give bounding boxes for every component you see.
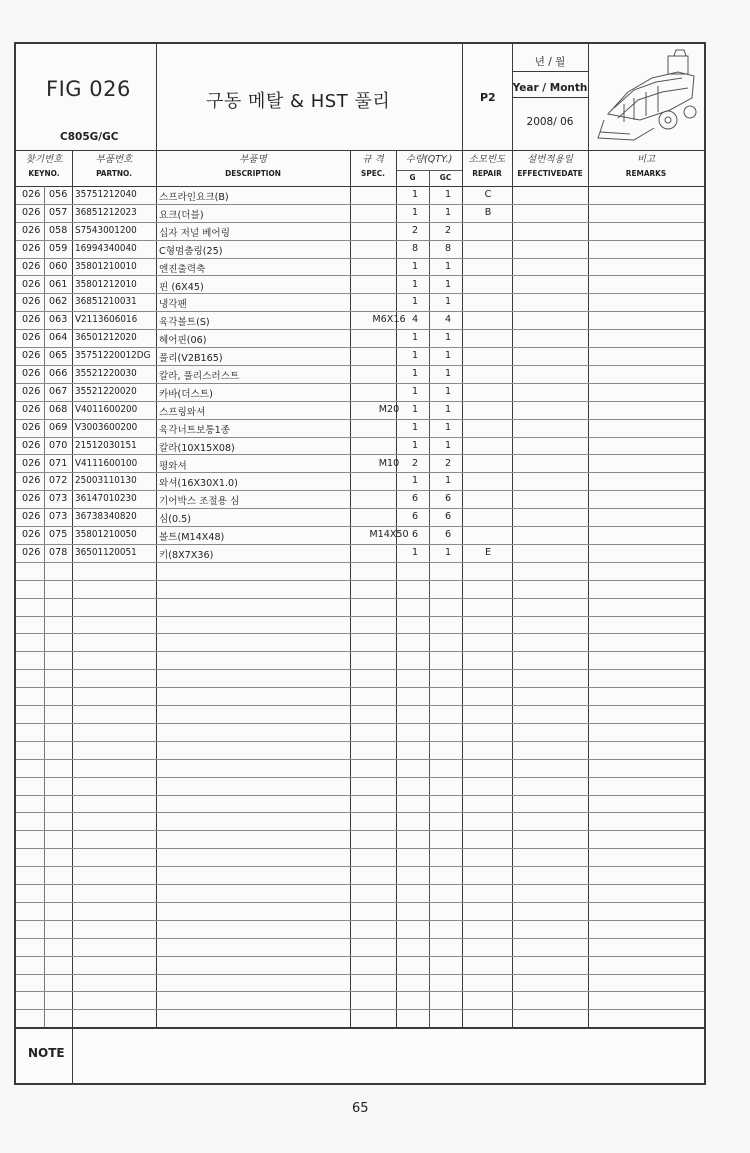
part-number: 21512030151 [75, 439, 137, 451]
empty-row [16, 687, 704, 706]
part-description: 키(8X7X36) [159, 550, 214, 561]
part-number: 36851212023 [75, 206, 137, 218]
combine-harvester-illustration [594, 48, 702, 144]
qty-g: 2 [411, 457, 419, 469]
part-description: 와셔(16X30X1.0) [159, 478, 238, 490]
qty-gc: 1 [444, 332, 452, 344]
qty-gc: 1 [444, 421, 452, 433]
keyno-group: 026 [22, 493, 41, 505]
keyno-group: 026 [22, 457, 41, 469]
table-row [16, 401, 704, 420]
part-number: 16994340040 [75, 242, 137, 254]
col-keyno-header: 찾기번호 KEYNO. [25, 154, 63, 178]
part-number: V4111600100 [75, 457, 138, 469]
keyno-group: 026 [22, 206, 41, 218]
keyno-group: 026 [22, 511, 41, 523]
empty-row [16, 1009, 704, 1028]
keyno-item: 065 [49, 350, 68, 362]
table-row [16, 311, 704, 330]
part-number: 25003110130 [75, 475, 137, 487]
empty-row [16, 920, 704, 939]
keyno-group: 026 [22, 242, 41, 254]
keyno-group: 026 [22, 439, 41, 451]
col-spec-header: 규 격 SPEC. [361, 154, 385, 178]
empty-row [16, 866, 704, 885]
part-description: 평와셔 [159, 460, 187, 472]
qty-gc: 6 [444, 493, 452, 505]
page-code: P2 [480, 91, 496, 104]
part-number: 36501212020 [75, 332, 137, 344]
part-number: 36851210031 [75, 296, 137, 308]
qty-gc: 1 [444, 475, 452, 487]
part-description: C형멈춤링(25) [159, 245, 223, 257]
table-row [16, 347, 704, 366]
part-number: 36147010230 [75, 493, 137, 505]
keyno-item: 068 [49, 403, 68, 415]
table-row [16, 544, 704, 563]
table-row [16, 365, 704, 384]
empty-row [16, 992, 704, 1011]
keyno-group: 026 [22, 260, 41, 272]
keyno-item: 073 [49, 493, 68, 505]
qty-gc: 1 [444, 385, 452, 397]
empty-row [16, 974, 704, 993]
header-divider [588, 44, 589, 150]
keyno-item: 060 [49, 260, 68, 272]
page-number: 65 [352, 1101, 369, 1116]
part-number: 35521220030 [75, 368, 137, 379]
qty-g: 1 [411, 421, 419, 433]
empty-row [16, 759, 704, 778]
part-description: 십자 저널 베어링 [159, 227, 230, 239]
table-row [16, 455, 704, 474]
qty-g: 1 [411, 278, 419, 290]
part-number: V2113606016 [75, 314, 138, 326]
qty-g: 1 [411, 547, 419, 558]
part-description: 요크(더블) [159, 209, 204, 221]
part-number: 35801210010 [75, 260, 137, 272]
keyno-group: 026 [22, 224, 41, 236]
keyno-group: 026 [22, 547, 41, 558]
part-number: S7543001200 [75, 224, 137, 236]
qty-gc: 1 [444, 547, 452, 558]
part-description: 기어박스 조절용 심 [159, 496, 240, 508]
qty-gc: 1 [444, 278, 452, 290]
keyno-item: 062 [49, 296, 68, 308]
qty-gc: 2 [444, 224, 452, 236]
empty-row [16, 562, 704, 581]
table-row [16, 329, 704, 348]
revision-date: 2008/ 06 [526, 116, 574, 128]
part-number: 35751220012DG [75, 350, 151, 362]
keyno-item: 066 [49, 368, 68, 379]
part-description: 엔진출력축 [159, 263, 206, 275]
qty-g: 1 [411, 403, 419, 415]
qty-g: 1 [411, 332, 419, 344]
table-row [16, 526, 704, 545]
part-description: 심(0.5) [159, 514, 192, 526]
keyno-group: 026 [22, 332, 41, 344]
repair-frequency: E [484, 547, 492, 558]
keyno-item: 063 [49, 314, 68, 326]
parts-table-body [16, 186, 704, 1032]
qty-gc: 1 [444, 439, 452, 451]
table-row [16, 276, 704, 295]
table-row [16, 222, 704, 241]
qty-gc: 1 [444, 260, 452, 272]
qty-gc: 1 [444, 350, 452, 362]
parts-list-sheet [14, 42, 706, 1085]
empty-row [16, 580, 704, 599]
part-description: 육각너트보통1종 [159, 424, 230, 436]
empty-row [16, 813, 704, 832]
col-repair-header: 소모빈도 REPAIR [468, 154, 506, 178]
empty-row [16, 830, 704, 849]
empty-row [16, 902, 704, 921]
keyno-group: 026 [22, 475, 41, 487]
empty-row [16, 598, 704, 617]
qty-gc: 2 [444, 457, 452, 469]
keyno-group: 026 [22, 421, 41, 433]
table-row [16, 437, 704, 456]
qty-g: 1 [411, 206, 419, 218]
keyno-group: 026 [22, 403, 41, 415]
repair-frequency: C [484, 189, 492, 200]
empty-row [16, 705, 704, 724]
qty-g: 2 [411, 224, 419, 236]
part-spec: M6X16 [372, 314, 406, 326]
qty-gc: 1 [444, 189, 452, 200]
part-description: 칼라, 풀리스러스트 [159, 371, 240, 382]
table-row [16, 258, 704, 277]
qty-g: 8 [411, 242, 419, 254]
qty-g: 1 [411, 260, 419, 272]
part-description: 스프링와셔 [159, 406, 206, 418]
part-spec: M20 [378, 403, 400, 415]
qty-g: 6 [411, 511, 419, 523]
empty-row [16, 938, 704, 957]
part-description: 냉각팬 [159, 299, 187, 311]
empty-row [16, 956, 704, 975]
part-description: 볼트(M14X48) [159, 532, 225, 544]
empty-row [16, 651, 704, 670]
qty-g: 1 [411, 475, 419, 487]
part-number: 36738340820 [75, 511, 137, 523]
col-qty-g-header: G [396, 170, 429, 185]
year-month-en-label: Year / Month [512, 72, 588, 98]
keyno-item: 057 [49, 206, 68, 218]
page-title: 구동 메탈 & HST 풀리 [206, 91, 391, 112]
table-row [16, 419, 704, 438]
part-number: 36501120051 [75, 547, 137, 558]
qty-g: 1 [411, 439, 419, 451]
empty-row [16, 634, 704, 653]
part-number: 35801210050 [75, 529, 137, 541]
part-description: 핀 (6X45) [159, 281, 204, 293]
keyno-item: 073 [49, 511, 68, 523]
col-description-header: 부품명 DESCRIPTION [225, 154, 281, 178]
qty-g: 1 [411, 385, 419, 397]
qty-gc: 8 [444, 242, 452, 254]
part-description: 칼라(10X15X08) [159, 442, 235, 454]
qty-g: 6 [411, 529, 419, 541]
empty-row [16, 669, 704, 688]
keyno-group: 026 [22, 278, 41, 290]
keyno-item: 072 [49, 475, 68, 487]
keyno-group: 026 [22, 385, 41, 397]
empty-row [16, 616, 704, 635]
qty-gc: 1 [444, 368, 452, 379]
keyno-group: 026 [22, 368, 41, 379]
repair-frequency: B [484, 206, 492, 218]
qty-gc: 6 [444, 511, 452, 523]
header-divider [156, 44, 157, 150]
empty-row [16, 795, 704, 814]
qty-gc: 1 [444, 206, 452, 218]
keyno-item: 056 [49, 189, 68, 200]
part-number: V4011600200 [75, 403, 138, 415]
qty-gc: 1 [444, 403, 452, 415]
note-section [16, 1027, 704, 1083]
col-qty-gc-header: GC [429, 170, 462, 185]
table-row [16, 293, 704, 312]
keyno-item: 058 [49, 224, 68, 236]
empty-row [16, 884, 704, 903]
empty-row [16, 777, 704, 796]
keyno-item: 075 [49, 529, 68, 541]
part-number: 35801212010 [75, 278, 137, 290]
table-row [16, 383, 704, 402]
part-description: 스프라인요크(B) [159, 192, 229, 203]
qty-gc: 1 [444, 296, 452, 308]
figure-number: FIG 026 [46, 77, 131, 101]
table-row [16, 490, 704, 509]
part-description: 헤어핀(06) [159, 335, 207, 347]
keyno-item: 059 [49, 242, 68, 254]
keyno-group: 026 [22, 350, 41, 362]
keyno-item: 070 [49, 439, 68, 451]
year-month-ko-label: 년 / 월 [512, 44, 588, 72]
keyno-group: 026 [22, 189, 41, 200]
table-row [16, 240, 704, 259]
keyno-item: 061 [49, 278, 68, 290]
keyno-group: 026 [22, 529, 41, 541]
col-partno-header: 부품번호 PARTNO. [95, 154, 133, 178]
column-header-row [16, 150, 704, 187]
col-remarks-header: 비고 REMARKS [625, 154, 667, 178]
table-row [16, 508, 704, 527]
qty-gc: 4 [444, 314, 452, 326]
part-description: 풀리(V2B165) [159, 353, 223, 365]
qty-g: 1 [411, 189, 419, 200]
part-number: 35751212040 [75, 189, 137, 200]
keyno-item: 069 [49, 421, 68, 433]
table-row [16, 472, 704, 491]
header-divider [462, 44, 463, 150]
qty-g: 1 [411, 368, 419, 379]
qty-g: 1 [411, 296, 419, 308]
empty-row [16, 741, 704, 760]
part-spec: M14X50 [369, 529, 409, 541]
model-name: C805G/GC [60, 131, 119, 143]
part-description: 육각볼트(S) [159, 317, 210, 329]
qty-gc: 6 [444, 529, 452, 541]
keyno-group: 026 [22, 296, 41, 308]
part-spec: M10 [378, 457, 400, 469]
table-row [16, 186, 704, 205]
qty-g: 6 [411, 493, 419, 505]
keyno-item: 067 [49, 385, 68, 397]
part-number: V3003600200 [75, 421, 138, 433]
col-qty-header: 수량(QTY.) [405, 154, 453, 165]
col-effectivedate-header: 설번적용일 EFFECTIVEDATE [517, 154, 583, 178]
qty-g: 4 [411, 314, 419, 326]
empty-row [16, 848, 704, 867]
part-description: 카바(더스트) [159, 388, 213, 400]
keyno-item: 064 [49, 332, 68, 344]
keyno-item: 078 [49, 547, 68, 558]
table-row [16, 204, 704, 223]
keyno-group: 026 [22, 314, 41, 326]
empty-row [16, 723, 704, 742]
keyno-item: 071 [49, 457, 68, 469]
note-label: NOTE [28, 1046, 65, 1060]
note-divider [72, 1029, 73, 1083]
qty-g: 1 [411, 350, 419, 362]
part-number: 35521220020 [75, 385, 137, 397]
sheet-header [16, 44, 704, 151]
